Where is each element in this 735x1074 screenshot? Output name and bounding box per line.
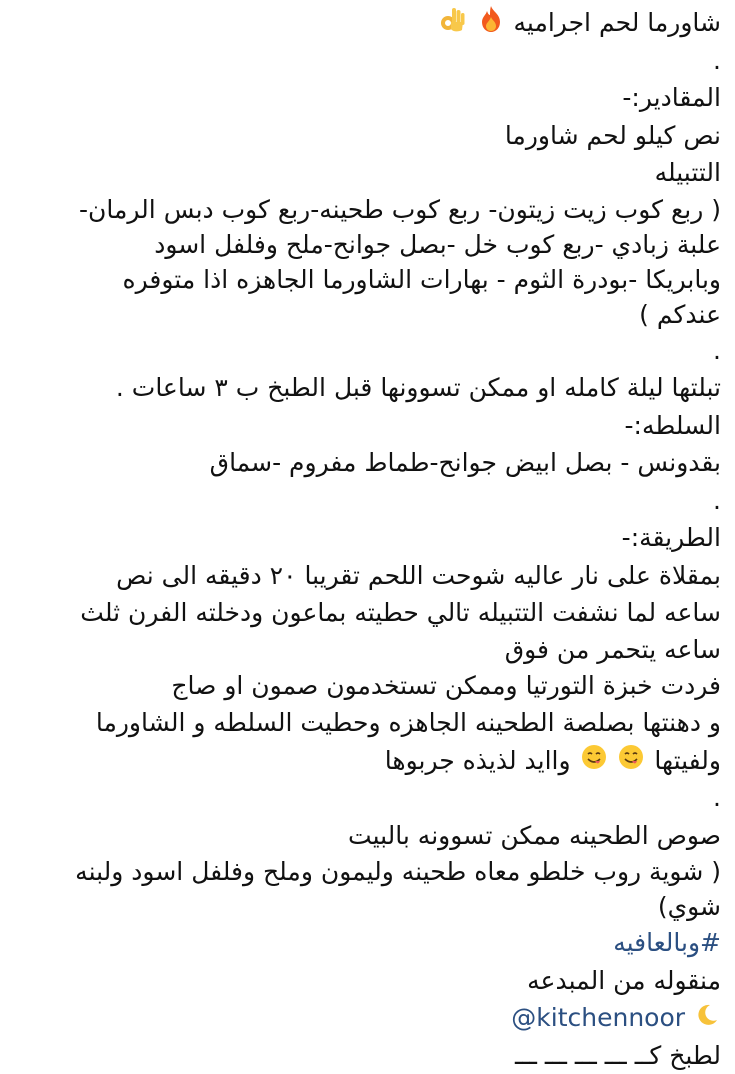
credit-text: منقوله من المبدعه xyxy=(527,965,721,995)
yum-face-icon xyxy=(581,743,607,781)
method-heading: الطريقة:- xyxy=(621,523,721,552)
sauce-line: ( شوية روب خلطو معاه طحينه وليمون وملح وفلفل اسود ولبنه xyxy=(75,857,721,886)
marinate-note: تبلتها ليلة كامله او ممكن تسوونها قبل الطبخ ب ٣ ساعات . xyxy=(115,373,721,402)
method-line: فردت خبزة التورتيا وممكن تستخدمون صمون او صاج xyxy=(171,670,721,700)
hashtag[interactable]: #وبالعافيه xyxy=(613,928,721,957)
marinade-line: عندكم ) xyxy=(639,299,721,329)
truncated-line: لطبخ كــ ـــ ـــ ـــ ـــ xyxy=(515,1040,721,1070)
post-title: شاورما لحم اجراميه xyxy=(513,8,721,37)
mention-line xyxy=(26,999,721,1037)
salad-heading: السلطه:- xyxy=(624,410,721,440)
marinade-line: علبة زبادي -ربع كوب خل -بصل جوانح-ملح وفلفل اسود xyxy=(154,229,721,259)
method-line: و دهنتها بصلصة الطحينه الجاهزه وحطيت السلطه و الشاورما xyxy=(95,708,721,737)
ok-hand-icon xyxy=(438,5,466,44)
meat-amount: نص كيلو لحم شاورما xyxy=(504,120,721,150)
crescent-moon-icon xyxy=(695,1000,719,1038)
method-last-line xyxy=(26,742,721,780)
method-line: بمقلاة على نار عاليه شوحت اللحم تقريبا ٢٠ دقيقه الى نص xyxy=(116,560,721,590)
marinade-heading: التتبيله xyxy=(654,158,721,187)
marinade-line: وبابريكا -بودرة الثوم - بهارات الشاورما الجاهزه اذا متوفره xyxy=(122,264,721,294)
post-title-line xyxy=(26,4,721,42)
sauce-line: شوي) xyxy=(657,892,721,921)
hashtag-link[interactable] xyxy=(26,924,721,962)
separator-dot: . xyxy=(713,335,721,365)
salad-ingredients: بقدونس - بصل ابيض جوانح-طماط مفروم -سماق xyxy=(209,448,721,477)
separator-dot: . xyxy=(713,45,721,75)
mention-link[interactable]: @kitchennoor xyxy=(511,1003,686,1032)
post-body xyxy=(26,4,721,1070)
marinade-line: ( ربع كوب زيت زيتون- ربع كوب طحينه-ربع كوب دبس الرمان- xyxy=(79,194,721,224)
method-last-suffix: واايد لذيذه جربوها xyxy=(384,745,571,775)
method-line: ساعه يتحمر من فوق xyxy=(504,634,721,664)
method-last-prefix: ولفيتها xyxy=(654,745,721,775)
ingredients-heading: المقادير:- xyxy=(622,83,721,112)
yum-face-icon xyxy=(618,743,644,781)
method-line: ساعه لما نشفت التتبيله تالي حطيته بماعون ودخلته الفرن ثلث xyxy=(80,598,721,627)
separator-dot: . xyxy=(713,783,721,812)
sauce-heading: صوص الطحينه ممكن تسوونه بالبيت xyxy=(348,820,721,850)
separator-dot: . xyxy=(713,485,721,515)
fire-icon xyxy=(478,5,504,44)
